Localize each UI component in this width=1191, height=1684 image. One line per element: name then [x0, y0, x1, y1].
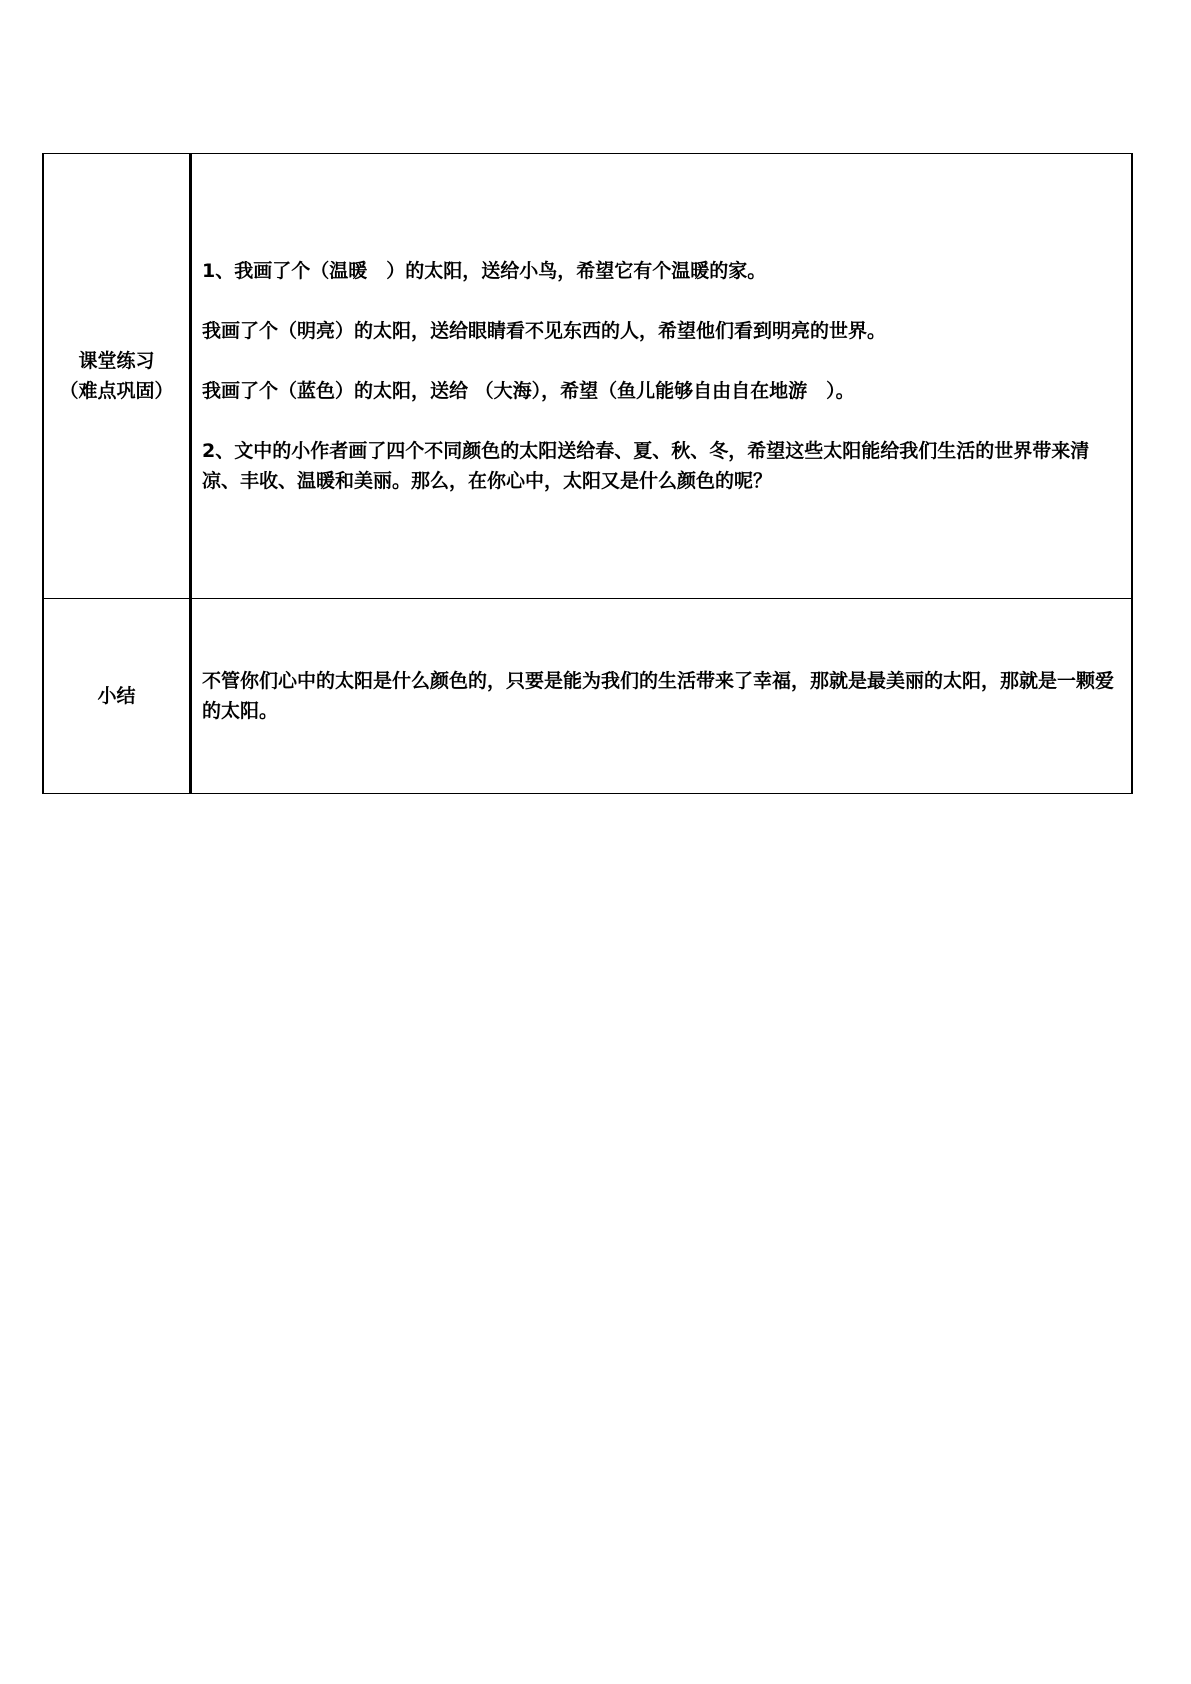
- table-row-summary: [43, 599, 1132, 794]
- exercise-paragraph: 我画了个（蓝色）的太阳，送给 （大海），希望（鱼儿能够自由自在地游 ）。: [202, 380, 855, 402]
- lesson-table: [42, 153, 1133, 794]
- exercise-content: [191, 154, 1133, 599]
- summary-paragraph: 不管你们心中的太阳是什么颜色的，只要是能为我们的生活带来了幸福，那就是最美丽的太阳，那就是一颗爱的太阳。: [202, 670, 1115, 722]
- row-label-exercise: [43, 154, 191, 599]
- row-label-line: 小结: [97, 685, 136, 707]
- row-label-line: （难点巩固）: [59, 380, 174, 402]
- summary-content: [191, 599, 1133, 794]
- table-row-exercise: [43, 154, 1132, 599]
- exercise-paragraph: 1、我画了个（温暖 ）的太阳，送给小鸟，希望它有个温暖的家。: [202, 260, 767, 282]
- exercise-paragraph: 我画了个（明亮）的太阳，送给眼睛看不见东西的人，希望他们看到明亮的世界。: [202, 320, 887, 342]
- row-label-line: 课堂练习: [78, 350, 155, 372]
- row-label-summary: [43, 599, 191, 794]
- exercise-paragraph: 2、文中的小作者画了四个不同颜色的太阳送给春、夏、秋、冬，希望这些太阳能给我们生活的世界带来清凉、丰收、温暖和美丽。那么，在你心中，太阳又是什么颜色的呢？: [202, 440, 1090, 492]
